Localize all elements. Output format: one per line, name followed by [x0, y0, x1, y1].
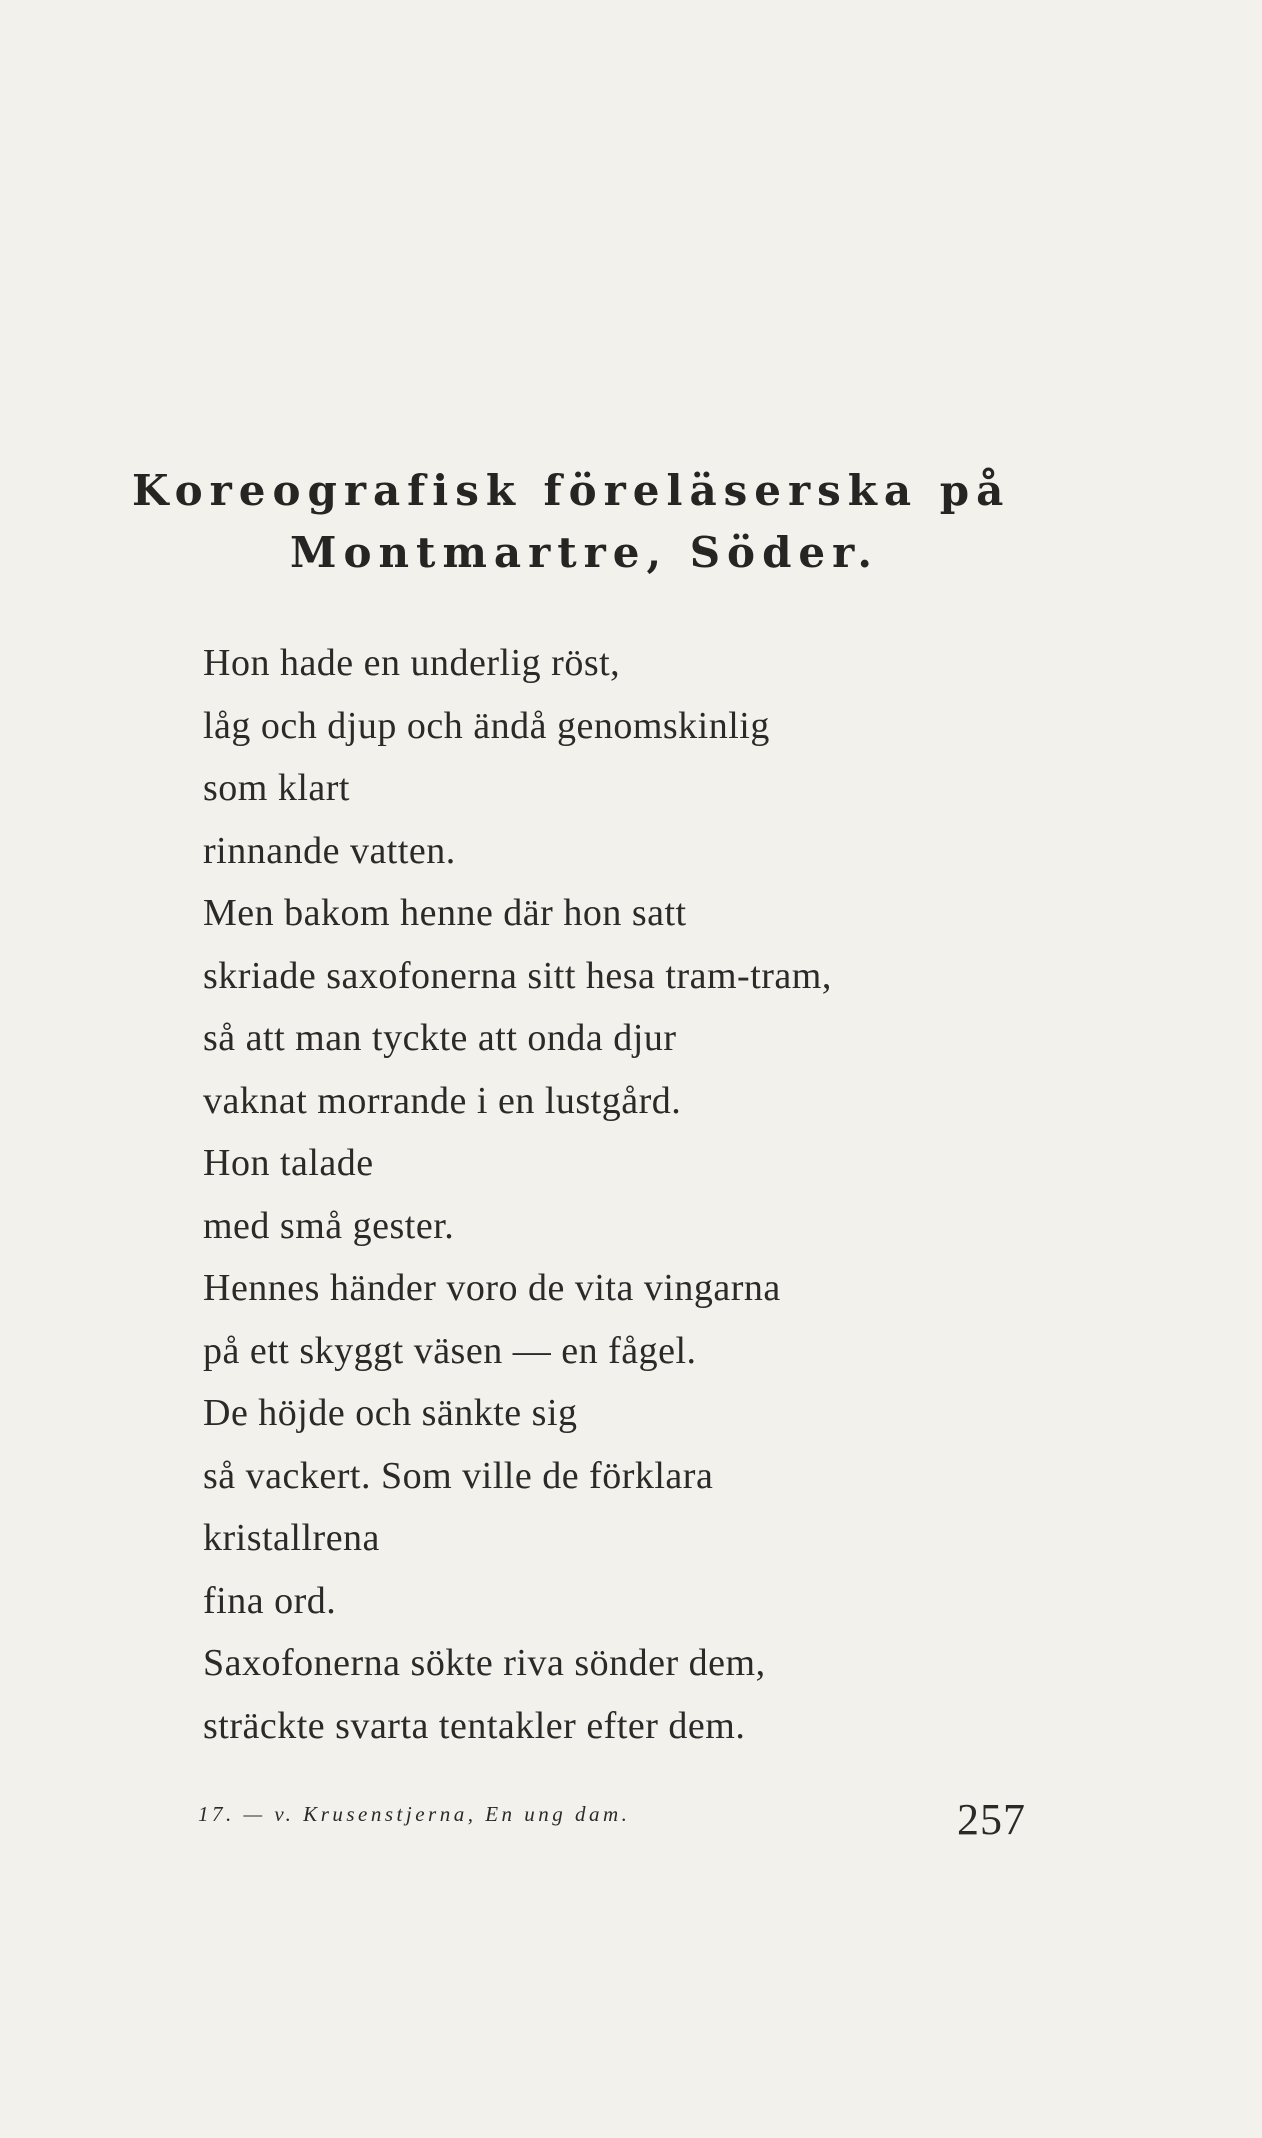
poem-title-line-2: Montmartre, Söder. — [290, 528, 880, 577]
poem-line: med små gester. — [203, 1204, 455, 1247]
poem-line: som klart — [203, 767, 350, 809]
poem-line: låg och djup och ändå genomskinlig — [203, 704, 770, 747]
poem-line: rinnande vatten. — [203, 829, 456, 872]
poem-title-line-1: Koreografisk föreläserska på — [132, 466, 1011, 515]
poem-line: vaknat morrande i en lustgård. — [203, 1079, 682, 1122]
signature-line: 17. — v. Krusenstjerna, En ung dam. — [198, 1802, 631, 1826]
poem-line: Saxofonerna sökte riva sönder dem, — [203, 1642, 766, 1684]
poem-line: så att man tyckte att onda djur — [203, 1017, 677, 1059]
page-number: 257 — [957, 1795, 1026, 1844]
poem-line: Hon hade en underlig röst, — [203, 642, 621, 684]
poem-line: på ett skyggt väsen — en fågel. — [203, 1329, 697, 1372]
poem-line: Hennes händer voro de vita vingarna — [203, 1267, 781, 1309]
poem-line: Men bakom henne där hon satt — [203, 892, 687, 934]
poem-line: så vackert. Som ville de förklara — [203, 1454, 714, 1497]
poem-line: skriade saxofonerna sitt hesa tram-tram, — [203, 954, 832, 997]
poem-line: kristallrena — [203, 1517, 380, 1559]
poem-line: De höjde och sänkte sig — [203, 1392, 578, 1434]
poem-line: Hon talade — [203, 1142, 374, 1184]
poem-body — [203, 632, 832, 1757]
poem-line: sträckte svarta tentakler efter dem. — [203, 1704, 746, 1747]
poem-line: fina ord. — [203, 1579, 337, 1622]
